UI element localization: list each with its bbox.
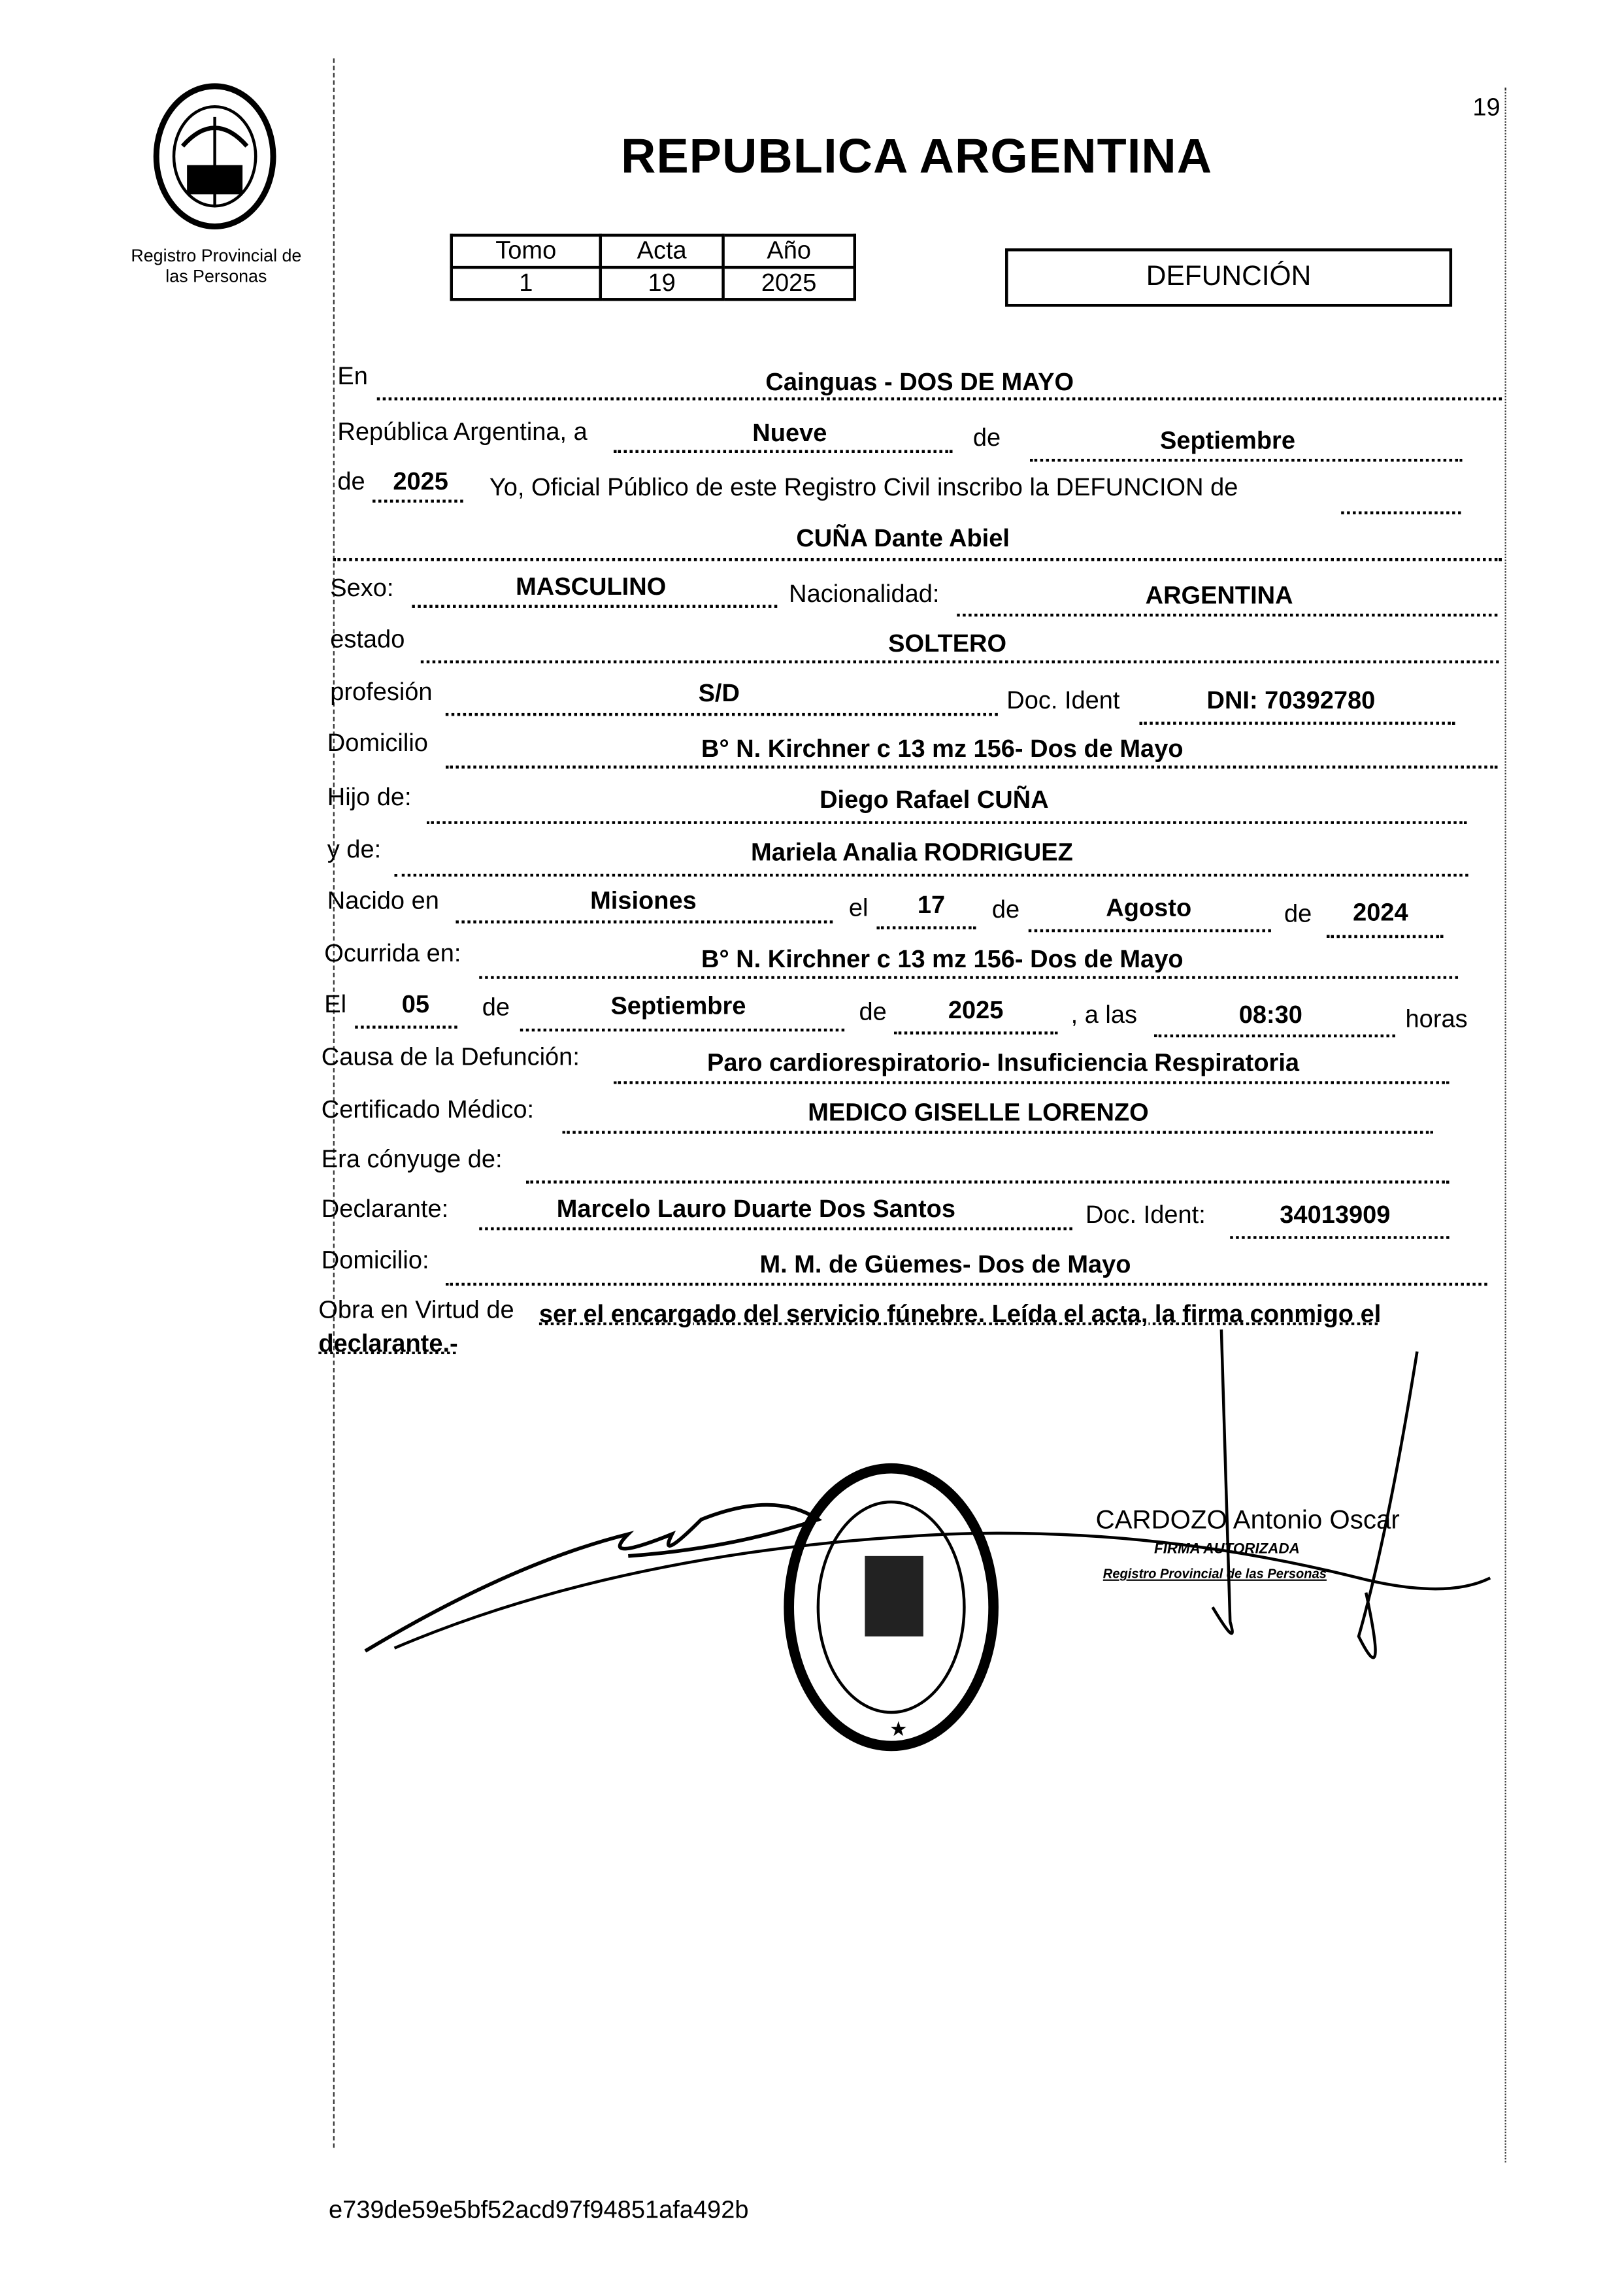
svg-text:★: ★ [889,1717,908,1741]
official-stamp [789,1469,993,1746]
sexo-label: Sexo: [330,574,394,603]
document-hash: e739de59e5bf52acd97f94851afa492b [328,2195,749,2224]
province-seal-logo [146,80,285,234]
decl-domicilio-value: M. M. de Güemes- Dos de Mayo [759,1250,1131,1279]
profesion-value: S/D [698,679,740,707]
record-table [450,234,856,301]
registry-name [114,246,318,287]
declarante-value: Marcelo Lauro Duarte Dos Santos [556,1195,956,1223]
domicilio-value: B° N. Kirchner c 13 mz 156- Dos de Mayo [701,735,1184,763]
de-label: de [972,424,1001,452]
deceased-name: CUÑA Dante Abiel [796,524,1010,553]
causa-label: Causa de la Defunción: [321,1043,580,1071]
en-label: En [337,362,368,390]
page-title: REPUBLICA ARGENTINA [621,128,1213,183]
yde-label: y de: [327,835,382,864]
obra-value2: declarante.- [318,1329,458,1357]
officer-name: CARDOZO Antonio Oscar [1095,1505,1400,1535]
certificado-label: Certificado Médico: [321,1095,535,1124]
alas-label: , a las [1070,1001,1138,1029]
horas-label: horas [1405,1005,1468,1033]
el2-label: El [324,990,347,1019]
estado-label: estado [330,625,405,654]
decl-doc-label: Doc. Ident: [1085,1201,1206,1229]
birth-year: 2024 [1353,898,1408,927]
birth-de2: de [1284,900,1312,928]
yde-value: Mariela Analia RODRIGUEZ [751,839,1073,867]
death-de2: de [859,997,887,1026]
domicilio-label: Domicilio [327,729,428,757]
nacido-value: Misiones [590,886,697,915]
death-de1: de [482,993,510,1022]
obra-value: ser el encargado del servicio fúnebre. Leída el acta, la firma conmigo el [538,1300,1382,1329]
certificado-value: MEDICO GISELLE LORENZO [808,1099,1149,1127]
republica-label: República Argentina, a [337,418,588,446]
page-number: 19 [1472,93,1500,122]
header-acta: Acta [601,235,723,267]
birth-day: 17 [917,891,946,920]
registry-name-line2: las Personas [165,265,267,287]
doc-label: Doc. Ident [1006,686,1120,715]
death-year: 2025 [948,996,1004,1025]
officer-org: Registro Provincial de las Personas [1102,1566,1327,1581]
declarante-label: Declarante: [321,1195,449,1223]
obra-label: Obra en Virtud de [318,1295,514,1324]
ocurrida-label: Ocurrida en: [324,939,461,967]
value-acta: 19 [601,267,723,299]
nacionalidad-label: Nacionalidad: [789,580,940,608]
estado-value: SOLTERO [888,629,1007,657]
profesion-label: profesión [330,678,433,706]
header-ano: Año [723,235,855,267]
value-ano: 2025 [723,267,855,299]
decl-domicilio-label: Domicilio: [321,1246,429,1274]
inscribo-text: Yo, Oficial Público de este Registro Civil inscribo la DEFUNCION de [489,473,1238,501]
day-value: Nueve [752,419,827,448]
causa-value: Paro cardiorespiratorio- Insuficiencia Respiratoria [706,1049,1300,1077]
month-value: Septiembre [1159,426,1295,455]
death-month: Septiembre [610,991,746,1020]
registry-name-line1: Registro Provincial de [131,245,302,266]
header-tomo: Tomo [452,235,601,267]
birth-de1: de [991,895,1020,923]
el-label: el [848,894,869,922]
death-day: 05 [401,990,430,1019]
right-margin-line [1505,88,1506,2162]
de2-label: de [337,467,365,495]
signatures-drawing [336,1315,1504,1782]
hijo-value: Diego Rafael CUÑA [820,786,1049,814]
officer-signature [1212,1329,1232,1633]
sexo-value: MASCULINO [516,573,667,601]
officer-role: FIRMA AUTORIZADA [1154,1541,1300,1558]
nacionalidad-value: ARGENTINA [1145,581,1293,610]
ocurrida-value: B° N. Kirchner c 13 mz 156- Dos de Mayo [701,945,1184,973]
doc-value: DNI: 70392780 [1206,686,1376,715]
nacido-label: Nacido en [327,886,439,915]
year-value: 2025 [393,467,448,495]
record-type-box: DEFUNCIÓN [1005,248,1452,307]
declarant-signature [365,1505,818,1652]
decl-doc-value: 34013909 [1280,1201,1391,1229]
hijo-label: Hijo de: [327,783,412,811]
value-tomo: 1 [452,267,601,299]
death-time: 08:30 [1238,1001,1302,1029]
place-value: Cainguas - DOS DE MAYO [765,368,1074,396]
conyuge-label: Era cónyuge de: [321,1145,503,1174]
birth-month: Agosto [1106,894,1192,922]
